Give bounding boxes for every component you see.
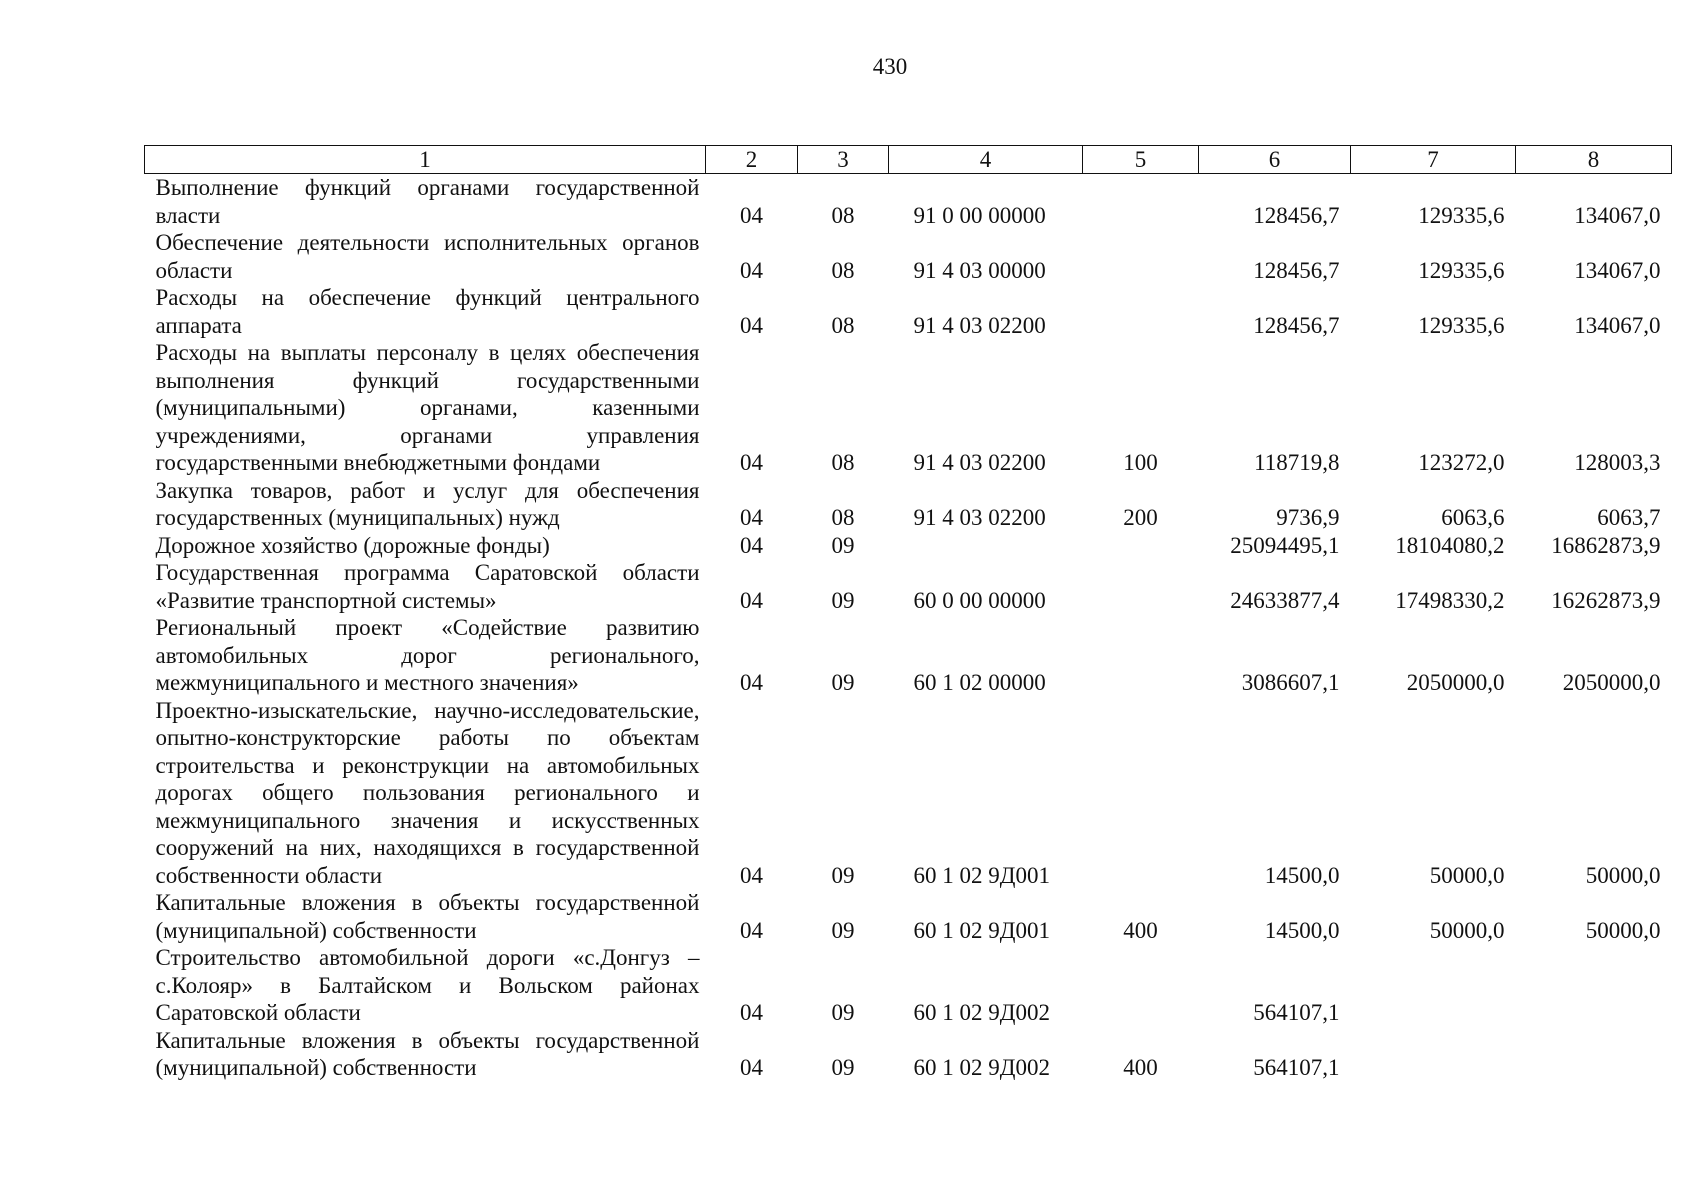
row-amount-col6: 3086607,1	[1241, 670, 1340, 695]
row-amount-col8: 2050000,0	[1562, 670, 1661, 695]
row-expense-type: 100	[1123, 450, 1158, 475]
row-section-code: 04	[740, 312, 763, 338]
row-amount-col8: 134067,0	[1574, 202, 1661, 228]
header-row	[145, 146, 1672, 174]
row-name: Региональный проект «Содействие развитию автомобильных дорог регионального, межмуниципального и местного значения»	[155, 615, 700, 695]
row-subsection-code: 09	[831, 1000, 855, 1025]
row-target-article: 60 1 02 9Д001	[913, 862, 1050, 888]
column-number-6: 6	[1199, 146, 1351, 174]
row-section-code: 04	[740, 202, 763, 228]
row-section-code: 04	[740, 450, 763, 475]
row-subsection-code: 09	[831, 587, 855, 613]
row-amount-col7: 2050000,0	[1406, 670, 1505, 695]
table-row	[145, 614, 1672, 697]
table-row	[145, 1027, 1672, 1082]
row-expense-type	[1083, 284, 1199, 339]
row-name: Капитальные вложения в объекты государственной (муниципальной) собственности	[155, 1027, 700, 1080]
table-row	[145, 889, 1672, 944]
column-number-5: 5	[1083, 146, 1199, 174]
row-name: Дорожное хозяйство (дорожные фонды)	[155, 532, 550, 558]
row-amount-col6: 9736,9	[1276, 505, 1340, 530]
table-row	[145, 174, 1672, 230]
table-row	[145, 697, 1672, 890]
row-amount-col8: 50000,0	[1585, 862, 1661, 888]
row-expense-type: 400	[1123, 1055, 1158, 1080]
row-amount-col7: 129335,6	[1418, 312, 1505, 338]
row-amount-col7: 6063,6	[1441, 505, 1505, 530]
row-target-article: 91 4 03 02200	[913, 312, 1046, 338]
table-row	[145, 477, 1672, 532]
table-row	[145, 229, 1672, 284]
table-row	[145, 532, 1672, 560]
row-amount-col7: 123272,0	[1418, 450, 1505, 475]
column-number-4: 4	[889, 146, 1083, 174]
row-amount-col7	[1351, 1027, 1516, 1082]
row-amount-col8: 16862873,9	[1551, 532, 1661, 558]
row-expense-type	[1083, 614, 1199, 697]
row-target-article: 60 0 00 00000	[913, 587, 1046, 613]
row-subsection-code: 08	[831, 312, 855, 338]
row-expense-type	[1083, 697, 1199, 890]
row-amount-col6: 118719,8	[1254, 450, 1340, 475]
row-amount-col7	[1351, 944, 1516, 1027]
row-section-code: 04	[740, 532, 763, 558]
row-amount-col6: 128456,7	[1253, 257, 1340, 283]
row-target-article: 91 4 03 00000	[913, 257, 1046, 283]
row-amount-col8: 128003,3	[1574, 450, 1661, 475]
row-amount-col7: 50000,0	[1429, 862, 1505, 888]
column-number-8: 8	[1516, 146, 1672, 174]
row-target-article: 60 1 02 9Д002	[913, 1055, 1050, 1080]
row-amount-col7: 129335,6	[1418, 202, 1505, 228]
row-section-code: 04	[740, 670, 763, 695]
row-amount-col6: 564107,1	[1253, 1000, 1340, 1025]
row-expense-type	[1083, 559, 1199, 614]
row-section-code: 04	[740, 587, 763, 613]
row-amount-col6: 128456,7	[1253, 312, 1340, 338]
row-amount-col7: 50000,0	[1429, 917, 1505, 943]
row-name: Строительство автомобильной дороги «с.Донгуз – с.Колояр» в Балтайском и Вольском районах Саратовской области	[155, 945, 700, 1025]
row-amount-col6: 25094495,1	[1230, 532, 1340, 558]
row-amount-col7: 18104080,2	[1395, 532, 1505, 558]
row-amount-col6: 564107,1	[1253, 1055, 1340, 1080]
row-amount-col7: 17498330,2	[1395, 587, 1505, 613]
row-expense-type	[1083, 532, 1199, 560]
budget-table	[144, 145, 1672, 1082]
row-expense-type	[1083, 174, 1199, 230]
table-header	[145, 146, 1672, 174]
row-target-article: 60 1 02 9Д002	[913, 1000, 1050, 1025]
table-row	[145, 284, 1672, 339]
row-name: Государственная программа Саратовской области «Развитие транспортной системы»	[155, 560, 700, 613]
row-expense-type	[1083, 944, 1199, 1027]
table-body	[145, 174, 1672, 1082]
row-subsection-code: 09	[831, 670, 855, 695]
row-section-code: 04	[740, 257, 763, 283]
row-expense-type: 400	[1123, 917, 1158, 943]
row-subsection-code: 08	[831, 202, 855, 228]
row-section-code: 04	[740, 1055, 763, 1080]
row-section-code: 04	[740, 917, 763, 943]
row-name: Капитальные вложения в объекты государственной (муниципальной) собственности	[155, 890, 700, 943]
row-amount-col6: 128456,7	[1253, 202, 1340, 228]
table-row	[145, 559, 1672, 614]
column-number-2: 2	[706, 146, 798, 174]
row-target-article: 60 1 02 9Д001	[913, 917, 1050, 943]
row-expense-type	[1083, 229, 1199, 284]
row-target-article: 60 1 02 00000	[913, 670, 1046, 695]
row-amount-col6: 14500,0	[1264, 862, 1340, 888]
row-target-article: 91 4 03 02200	[913, 450, 1046, 475]
row-section-code: 04	[740, 862, 763, 888]
row-target-article: 91 0 00 00000	[913, 202, 1046, 228]
row-name: Выполнение функций органами государственной власти	[155, 175, 700, 228]
row-section-code: 04	[740, 505, 763, 530]
table-row	[145, 944, 1672, 1027]
row-expense-type: 200	[1123, 505, 1158, 530]
row-target-article	[889, 532, 1083, 560]
row-amount-col7: 129335,6	[1418, 257, 1505, 283]
row-amount-col8: 6063,7	[1597, 505, 1661, 530]
row-name: Расходы на выплаты персоналу в целях обеспечения выполнения функций государственными (муниципальными) органами, казенными учреждениями, органами управления государственными внебюджетными фондами	[155, 340, 700, 475]
row-amount-col8: 50000,0	[1585, 917, 1661, 943]
row-subsection-code: 08	[831, 257, 855, 283]
table-row	[145, 339, 1672, 477]
row-amount-col8: 134067,0	[1574, 312, 1661, 338]
row-section-code: 04	[740, 1000, 763, 1025]
column-number-7: 7	[1351, 146, 1516, 174]
row-subsection-code: 09	[831, 532, 855, 558]
row-name: Расходы на обеспечение функций центрального аппарата	[155, 285, 700, 338]
row-name: Обеспечение деятельности исполнительных органов области	[155, 230, 700, 283]
row-subsection-code: 09	[831, 862, 855, 888]
row-name: Проектно-изыскательские, научно-исследовательские, опытно-конструкторские работы по объектам строительства и реконструкции на автомобильных дорогах общего пользования регионального и межмуниципального значения и искусственных сооружений на них, находящихся в государственной собственности области	[155, 697, 700, 888]
row-target-article: 91 4 03 02200	[913, 505, 1046, 530]
row-amount-col8: 134067,0	[1574, 257, 1661, 283]
row-amount-col6: 24633877,4	[1230, 587, 1340, 613]
page-number: 430	[872, 54, 908, 79]
row-name: Закупка товаров, работ и услуг для обеспечения государственных (муниципальных) нужд	[155, 477, 700, 530]
row-amount-col8: 16262873,9	[1551, 587, 1661, 613]
row-amount-col6: 14500,0	[1264, 917, 1340, 943]
row-subsection-code: 09	[831, 917, 855, 943]
column-number-1: 1	[145, 146, 706, 174]
row-amount-col8	[1516, 944, 1672, 1027]
row-amount-col8	[1516, 1027, 1672, 1082]
row-subsection-code: 09	[831, 1055, 855, 1080]
row-subsection-code: 08	[831, 450, 855, 475]
row-subsection-code: 08	[831, 505, 855, 530]
column-number-3: 3	[798, 146, 889, 174]
